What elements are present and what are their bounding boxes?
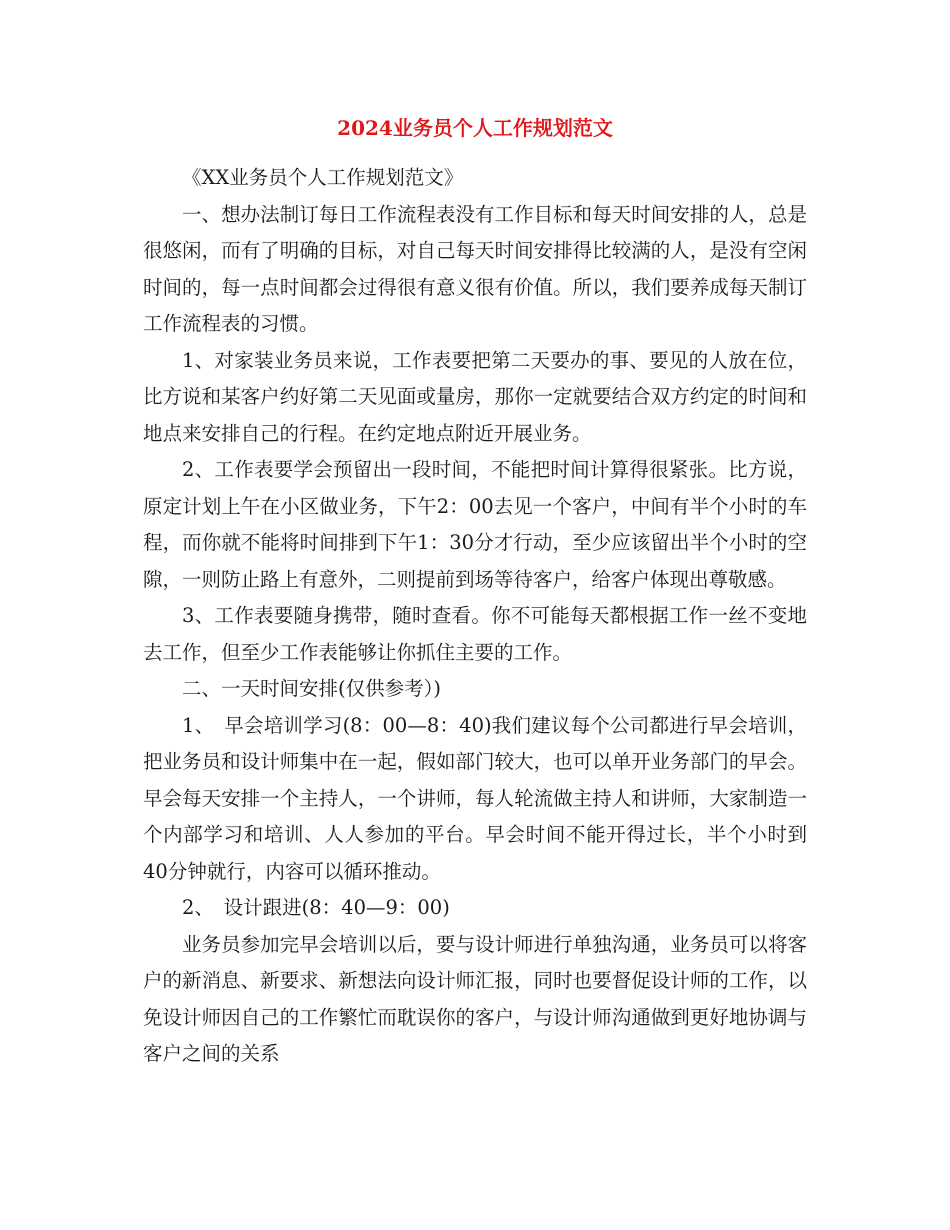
- document-body: [143, 160, 807, 1073]
- paragraph-section-two: 二、一天时间安排(仅供参考）): [182, 677, 441, 700]
- document-title: 2024业务员个人工作规划范文: [337, 116, 613, 140]
- paragraph-designer-communication: 业务员参加完早会培训以后，要与设计师进行单独沟通，业务员可以将客户的新消息、新要求、新想法向设计师汇报，同时也要督促设计师的工作，以免设计师因自己的工作繁忙而耽误你的客户，与设计师沟通做到更好地协调与客户之间的关系: [143, 932, 807, 1065]
- paragraph-item-2: 2、工作表要学会预留出一段时间，不能把时间计算得很紧张。比方说，原定计划上午在小区做业务，下午2：00去见一个客户，中间有半个小时的车程，而你就不能将时间排到下午1：30分才行动，至少应该留出半个小时的空隙，一则防止路上有意外，二则提前到场等待客户，给客户体现出尊敬感。: [143, 458, 807, 591]
- paragraph-design-followup: 2、 设计跟进(8：40—9：00): [182, 896, 450, 919]
- paragraph-section-one: 一、想办法制订每日工作流程表没有工作目标和每天时间安排的人，总是很悠闲，而有了明确的目标，对自己每天时间安排得比较满的人，是没有空闲时间的，每一点时间都会过得很有意义很有价值。所以，我们要养成每天制订工作流程表的习惯。: [143, 202, 807, 335]
- paragraph-item-3: 3、工作表要随身携带，随时查看。你不可能每天都根据工作一丝不变地去工作，但至少工作表能够让你抓住主要的工作。: [143, 604, 807, 664]
- paragraph-doc-name: 《XX业务员个人工作规划范文》: [182, 166, 464, 189]
- paragraph-morning-meeting: 1、 早会培训学习(8：00—8：40)我们建议每个公司都进行早会培训，把业务员和设计师集中在一起，假如部门较大，也可以单开业务部门的早会。早会每天安排一个主持人，一个讲师，每人轮流做主持人和讲师，大家制造一个内部学习和培训、人人参加的平台。早会时间不能开得过长，半个小时到40分钟就行，内容可以循环推动。: [143, 713, 807, 883]
- paragraph-item-1: 1、对家装业务员来说，工作表要把第二天要办的事、要见的人放在位，比方说和某客户约好第二天见面或量房，那你一定就要结合双方约定的时间和地点来安排自己的行程。在约定地点附近开展业务。: [143, 348, 807, 445]
